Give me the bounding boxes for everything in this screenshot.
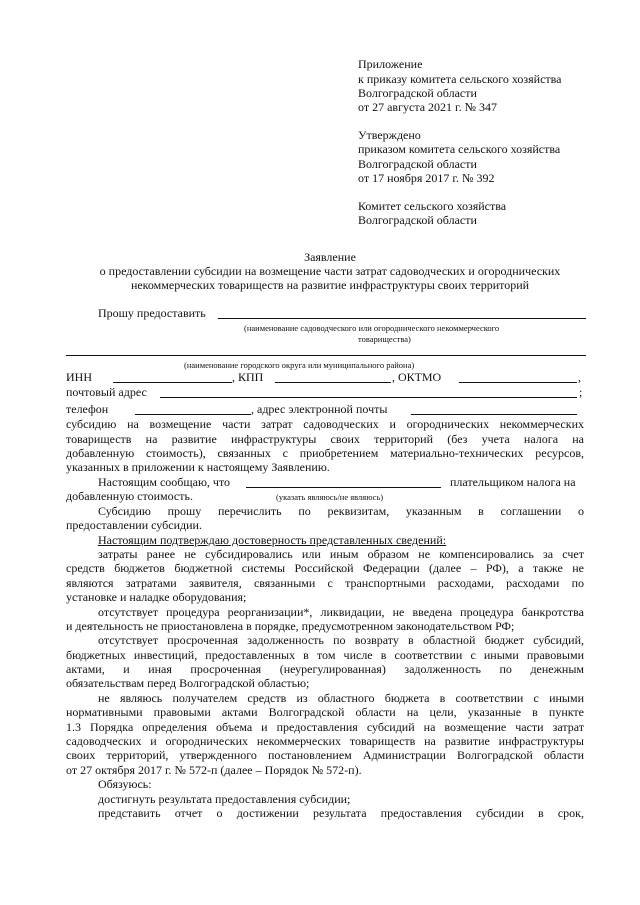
point1-line-2: средств бюджетов бюджетной системы Российской Федерации (далее – РФ), а также не xyxy=(66,561,584,575)
subsidy-text-3: добавленную стоимость), связанных с приобретением материально-технических ресурсов, xyxy=(66,446,584,460)
point4-line-2: нормативными правовыми актами Волгоградской области на цели, указанные в пункте xyxy=(66,705,584,719)
document-subtitle-1: о предоставлении субсидии на возмещение части затрат садоводческих и огороднических xyxy=(99,264,561,278)
inn-label: ИНН xyxy=(66,370,92,384)
document-title: Заявление xyxy=(304,250,356,264)
obligation-1: достигнуть результата предоставления субсидии; xyxy=(98,792,351,806)
point4-line-6: от 27 октября 2017 г. № 572-п (далее – Порядок № 572-п). xyxy=(66,763,362,777)
district-field[interactable] xyxy=(66,355,586,356)
request-label: Прошу предоставить xyxy=(98,306,206,320)
phone-label: телефон xyxy=(66,402,109,416)
point3-line-1: отсутствует просроченная задолженность по возврату в областной бюджет субсидий, xyxy=(98,633,584,647)
appendix-line-2: к приказу комитета сельского хозяйства xyxy=(358,72,562,86)
point3-line-4: обязательствам перед Волгоградской областью; xyxy=(66,676,310,690)
vat-status-field[interactable] xyxy=(246,487,441,488)
obligations-heading: Обязуюсь: xyxy=(98,777,152,791)
approved-line-1: Утверждено xyxy=(358,128,421,142)
kpp-label: , КПП xyxy=(232,370,264,384)
oktmo-comma: , xyxy=(578,370,581,384)
addressee-line-1: Комитет сельского хозяйства xyxy=(358,199,507,213)
organization-name-field[interactable] xyxy=(218,318,586,319)
subsidy-text-4: указанных в приложении к настоящему Заявлению. xyxy=(66,460,330,474)
subsidy-text-1: субсидию на возмещение части затрат садоводческих и огороднических некоммерческих xyxy=(66,417,584,431)
point4-line-1: не являюсь получателем средств из областного бюджета в соответствии с иными xyxy=(98,691,584,705)
postal-address-field[interactable] xyxy=(160,397,577,398)
point3-line-2: бюджетных инвестиций, предоставленных в том числе в соответствии с иными правовыми xyxy=(66,648,584,662)
point2-line-2: и деятельность не приостановлена в порядке, предусмотренном законодательством РФ; xyxy=(66,619,515,633)
point3-line-3: актами, и иная просроченная (неурегулированная) задолженность по денежным xyxy=(66,662,584,676)
appendix-line-3: Волгоградской области xyxy=(358,86,477,100)
addressee-line-2: Волгоградской области xyxy=(358,213,477,227)
confirmation-heading: Настоящим подтверждаю достоверность представленных сведений: xyxy=(98,533,447,547)
appendix-line-4: от 27 августа 2021 г. № 347 xyxy=(358,100,498,114)
document-subtitle-2: некоммерческих товариществ на развитие инфраструктуры своих территорий xyxy=(130,278,530,292)
subsidy-text-2: товариществ на развитие инфраструктуры своих территорий (без учета налога на xyxy=(66,432,584,446)
requisites-text-2: предоставлении субсидии. xyxy=(66,518,202,532)
organization-caption-1: (наименование садоводческого или огороднического некоммерческого xyxy=(244,323,500,333)
organization-caption-2: товарищества) xyxy=(358,334,411,344)
obligation-2: представить отчет о достижении результата предоставления субсидии в срок, xyxy=(98,806,584,820)
kpp-field[interactable] xyxy=(275,382,391,383)
vat-text-3: добавленную стоимость. xyxy=(66,489,193,503)
point4-line-4: садоводческих и огороднических некоммерческих товариществ на развитие инфраструктуры xyxy=(66,734,584,748)
point1-line-1: затраты ранее не субсидировались или иным образом не компенсировались за счет xyxy=(98,547,584,561)
point2-line-1: отсутствует процедура реорганизации*, ликвидации, не введена процедура банкротства xyxy=(98,605,584,619)
point1-line-3: являются затратами заявителя, связанными с транспортными расходами, расходами по xyxy=(66,576,584,590)
email-label: , адрес электронной почты xyxy=(251,402,388,416)
point1-line-4: установке и наладке оборудования; xyxy=(66,590,247,604)
inn-field[interactable] xyxy=(113,382,232,383)
approved-line-2: приказом комитета сельского хозяйства xyxy=(358,142,561,156)
oktmo-field[interactable] xyxy=(459,382,577,383)
approved-line-3: Волгоградской области xyxy=(358,157,477,171)
appendix-line-1: Приложение xyxy=(358,57,423,71)
point4-line-5: своих территорий, утвержденного постановлением Администрации Волгоградской области xyxy=(66,748,584,762)
email-field[interactable] xyxy=(411,414,577,415)
district-caption: (наименование городского округа или муниципального района) xyxy=(184,360,415,370)
vat-text-1: Настоящим сообщаю, что xyxy=(98,475,231,489)
requisites-text-1: Субсидию прошу перечислить по реквизитам, указанным в соглашении о xyxy=(98,504,584,518)
oktmo-label: , ОКТМО xyxy=(392,370,442,384)
postal-semicolon: ; xyxy=(579,385,583,399)
phone-field[interactable] xyxy=(135,414,251,415)
vat-caption: (указать являюсь/не являюсь) xyxy=(276,492,384,502)
point4-line-3: 1.3 Порядка определения объема и предоставления субсидий на возмещение части затрат xyxy=(66,720,584,734)
approved-line-4: от 17 ноября 2017 г. № 392 xyxy=(358,171,495,185)
vat-text-2: плательщиком налога на xyxy=(450,475,576,489)
postal-address-label: почтовый адрес xyxy=(66,385,147,399)
